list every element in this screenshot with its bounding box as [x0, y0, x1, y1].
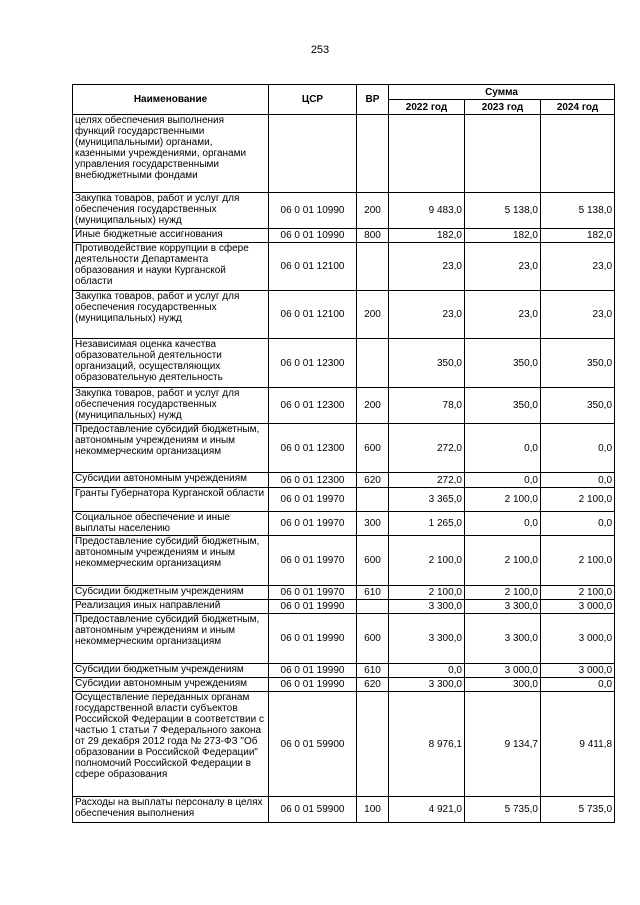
- row-name: Предоставление субсидий бюджетным, автономным учреждениям и иным некоммерческим организациям: [73, 614, 269, 664]
- table-row: [73, 291, 615, 339]
- row-2022: 23,0: [389, 243, 465, 291]
- row-2022: 3 300,0: [389, 614, 465, 664]
- row-2022: 8 976,1: [389, 692, 465, 797]
- row-2022: 2 100,0: [389, 586, 465, 600]
- row-csr: [269, 115, 357, 193]
- row-vr: 600: [357, 614, 389, 664]
- table-row: [73, 692, 615, 797]
- row-name: Субсидии автономным учреждениям: [73, 473, 269, 488]
- row-name: Субсидии бюджетным учреждениям: [73, 664, 269, 678]
- row-2024: 3 000,0: [541, 664, 615, 678]
- row-csr: 06 0 01 19970: [269, 512, 357, 536]
- row-2023: 3 300,0: [465, 614, 541, 664]
- row-2023: 2 100,0: [465, 536, 541, 586]
- row-name: Гранты Губернатора Курганской области: [73, 488, 269, 512]
- row-vr: 300: [357, 512, 389, 536]
- header-name: Наименование: [73, 85, 269, 115]
- row-vr: 100: [357, 797, 389, 823]
- table-row: [73, 229, 615, 243]
- row-2023: 0,0: [465, 424, 541, 473]
- row-2023: 5 735,0: [465, 797, 541, 823]
- row-2023: 300,0: [465, 678, 541, 692]
- row-2022: [389, 115, 465, 193]
- row-name: Субсидии автономным учреждениям: [73, 678, 269, 692]
- row-2024: 0,0: [541, 473, 615, 488]
- row-2022: 272,0: [389, 473, 465, 488]
- row-csr: 06 0 01 59900: [269, 797, 357, 823]
- header-vr: ВР: [357, 85, 389, 115]
- row-csr: 06 0 01 19970: [269, 586, 357, 600]
- row-2023: 0,0: [465, 512, 541, 536]
- row-2023: 2 100,0: [465, 586, 541, 600]
- table-row: [73, 678, 615, 692]
- row-name: Закупка товаров, работ и услуг для обеспечения государственных (муниципальных) нужд: [73, 388, 269, 424]
- row-name: Расходы на выплаты персоналу в целях обеспечения выполнения: [73, 797, 269, 823]
- row-2024: 2 100,0: [541, 586, 615, 600]
- row-2022: 3 365,0: [389, 488, 465, 512]
- row-2022: 78,0: [389, 388, 465, 424]
- row-2023: 350,0: [465, 388, 541, 424]
- table-row: [73, 797, 615, 823]
- row-csr: 06 0 01 59900: [269, 692, 357, 797]
- row-2024: 3 000,0: [541, 614, 615, 664]
- row-2023: 3 000,0: [465, 664, 541, 678]
- row-name: Предоставление субсидий бюджетным, автономным учреждениям и иным некоммерческим организациям: [73, 536, 269, 586]
- row-2022: 0,0: [389, 664, 465, 678]
- row-2023: 182,0: [465, 229, 541, 243]
- row-csr: 06 0 01 19990: [269, 678, 357, 692]
- row-name: Иные бюджетные ассигнования: [73, 229, 269, 243]
- row-vr: 200: [357, 291, 389, 339]
- row-2022: 3 300,0: [389, 600, 465, 614]
- row-2024: 9 411,8: [541, 692, 615, 797]
- budget-table: [72, 84, 615, 823]
- row-csr: 06 0 01 12300: [269, 473, 357, 488]
- row-vr: 610: [357, 664, 389, 678]
- row-2022: 182,0: [389, 229, 465, 243]
- row-2024: 0,0: [541, 424, 615, 473]
- row-vr: [357, 488, 389, 512]
- row-name: Закупка товаров, работ и услуг для обеспечения государственных (муниципальных) нужд: [73, 193, 269, 229]
- row-csr: 06 0 01 19970: [269, 536, 357, 586]
- row-vr: [357, 243, 389, 291]
- row-2023: 5 138,0: [465, 193, 541, 229]
- row-csr: 06 0 01 12300: [269, 424, 357, 473]
- table-row: [73, 193, 615, 229]
- row-csr: 06 0 01 12300: [269, 339, 357, 388]
- row-2024: 2 100,0: [541, 536, 615, 586]
- table-row: [73, 115, 615, 193]
- row-2023: 23,0: [465, 243, 541, 291]
- table-row: [73, 473, 615, 488]
- row-2022: 350,0: [389, 339, 465, 388]
- row-name: Закупка товаров, работ и услуг для обеспечения государственных (муниципальных) нужд: [73, 291, 269, 339]
- table-row: [73, 339, 615, 388]
- row-2023: [465, 115, 541, 193]
- row-vr: [357, 339, 389, 388]
- row-2024: 23,0: [541, 291, 615, 339]
- row-2024: 23,0: [541, 243, 615, 291]
- row-2023: 9 134,7: [465, 692, 541, 797]
- row-vr: 620: [357, 473, 389, 488]
- row-csr: 06 0 01 19970: [269, 488, 357, 512]
- page-number: 253: [310, 44, 330, 56]
- row-csr: 06 0 01 19990: [269, 664, 357, 678]
- row-2022: 2 100,0: [389, 536, 465, 586]
- row-2024: 0,0: [541, 678, 615, 692]
- row-csr: 06 0 01 12100: [269, 291, 357, 339]
- table-row: [73, 512, 615, 536]
- row-csr: 06 0 01 10990: [269, 193, 357, 229]
- row-2022: 23,0: [389, 291, 465, 339]
- row-2024: 5 138,0: [541, 193, 615, 229]
- table-row: [73, 600, 615, 614]
- row-name: Независимая оценка качества образовательной деятельности организаций, осуществляющих образовательную деятельность: [73, 339, 269, 388]
- row-name: Реализация иных направлений: [73, 600, 269, 614]
- row-2022: 272,0: [389, 424, 465, 473]
- row-vr: 610: [357, 586, 389, 600]
- header-sum: Сумма: [389, 85, 615, 100]
- row-2024: 182,0: [541, 229, 615, 243]
- row-vr: 600: [357, 424, 389, 473]
- row-csr: 06 0 01 19990: [269, 614, 357, 664]
- row-csr: 06 0 01 12100: [269, 243, 357, 291]
- table-row: [73, 664, 615, 678]
- row-2023: 350,0: [465, 339, 541, 388]
- row-2024: 3 000,0: [541, 600, 615, 614]
- table-row: [73, 536, 615, 586]
- row-vr: 620: [357, 678, 389, 692]
- row-csr: 06 0 01 12300: [269, 388, 357, 424]
- table-row: [73, 488, 615, 512]
- row-2024: 5 735,0: [541, 797, 615, 823]
- row-name: Осуществление переданных органам государственной власти субъектов Российской Федерации в соответствии с частью 1 статьи 7 Федерального закона от 29 декабря 2012 года № 273-ФЗ "Об образовании в Российской Федерации" полномочий Российской Федерации в сфере образования: [73, 692, 269, 797]
- row-2024: [541, 115, 615, 193]
- row-2024: 350,0: [541, 388, 615, 424]
- row-2022: 9 483,0: [389, 193, 465, 229]
- header-year-2023: 2023 год: [465, 100, 541, 115]
- row-vr: [357, 600, 389, 614]
- row-2024: 2 100,0: [541, 488, 615, 512]
- row-csr: 06 0 01 10990: [269, 229, 357, 243]
- row-name: Предоставление субсидий бюджетным, автономным учреждениям и иным некоммерческим организациям: [73, 424, 269, 473]
- row-vr: [357, 692, 389, 797]
- row-vr: 200: [357, 388, 389, 424]
- row-2024: 350,0: [541, 339, 615, 388]
- table-row: [73, 614, 615, 664]
- header-year-2022: 2022 год: [389, 100, 465, 115]
- row-2023: 23,0: [465, 291, 541, 339]
- row-vr: 200: [357, 193, 389, 229]
- row-name: целях обеспечения выполнения функций государственными (муниципальными) органами, казенными учреждениями, органами управления государственными внебюджетными фондами: [73, 115, 269, 193]
- row-2024: 0,0: [541, 512, 615, 536]
- row-2023: 0,0: [465, 473, 541, 488]
- header-year-2024: 2024 год: [541, 100, 615, 115]
- table-row: [73, 243, 615, 291]
- row-2022: 1 265,0: [389, 512, 465, 536]
- row-vr: 800: [357, 229, 389, 243]
- row-vr: [357, 115, 389, 193]
- row-2023: 2 100,0: [465, 488, 541, 512]
- row-2023: 3 300,0: [465, 600, 541, 614]
- row-csr: 06 0 01 19990: [269, 600, 357, 614]
- row-name: Субсидии бюджетным учреждениям: [73, 586, 269, 600]
- row-2022: 4 921,0: [389, 797, 465, 823]
- row-name: Противодействие коррупции в сфере деятельности Департамента образования и науки Курганской области: [73, 243, 269, 291]
- table-row: [73, 424, 615, 473]
- table-row: [73, 388, 615, 424]
- row-2022: 3 300,0: [389, 678, 465, 692]
- table-row: [73, 586, 615, 600]
- header-csr: ЦСР: [269, 85, 357, 115]
- row-vr: 600: [357, 536, 389, 586]
- row-name: Социальное обеспечение и иные выплаты населению: [73, 512, 269, 536]
